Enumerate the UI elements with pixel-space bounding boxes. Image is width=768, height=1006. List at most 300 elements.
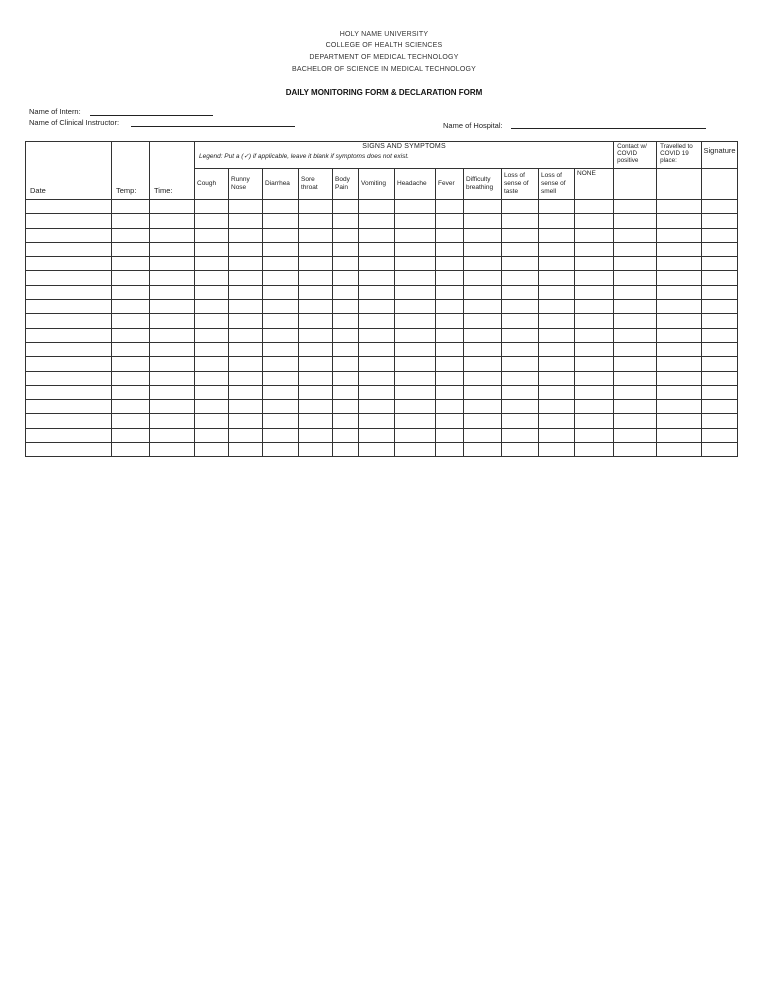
- entry-cell[interactable]: [263, 371, 299, 385]
- entry-cell[interactable]: [359, 200, 395, 214]
- entry-cell[interactable]: [614, 285, 657, 299]
- entry-cell[interactable]: [702, 228, 738, 242]
- entry-cell[interactable]: [575, 285, 614, 299]
- entry-cell[interactable]: [229, 328, 263, 342]
- entry-cell[interactable]: [702, 400, 738, 414]
- entry-cell[interactable]: [614, 342, 657, 356]
- entry-cell[interactable]: [614, 328, 657, 342]
- entry-cell[interactable]: [614, 257, 657, 271]
- entry-cell[interactable]: [657, 200, 702, 214]
- entry-cell[interactable]: [464, 357, 502, 371]
- entry-cell[interactable]: [436, 357, 464, 371]
- instructor-name-field[interactable]: [131, 126, 295, 127]
- entry-cell[interactable]: [395, 300, 436, 314]
- entry-cell[interactable]: [150, 371, 195, 385]
- entry-cell[interactable]: [395, 443, 436, 457]
- entry-cell[interactable]: [263, 271, 299, 285]
- entry-cell[interactable]: [502, 400, 539, 414]
- entry-cell[interactable]: [26, 300, 112, 314]
- entry-cell[interactable]: [464, 414, 502, 428]
- entry-cell[interactable]: [702, 342, 738, 356]
- entry-cell[interactable]: [436, 200, 464, 214]
- entry-cell[interactable]: [539, 285, 575, 299]
- entry-cell[interactable]: [702, 443, 738, 457]
- entry-cell[interactable]: [263, 228, 299, 242]
- entry-cell[interactable]: [333, 428, 359, 442]
- entry-cell[interactable]: [299, 371, 333, 385]
- entry-cell[interactable]: [702, 428, 738, 442]
- entry-cell[interactable]: [26, 214, 112, 228]
- entry-cell[interactable]: [150, 228, 195, 242]
- entry-cell[interactable]: [26, 428, 112, 442]
- entry-cell[interactable]: [395, 242, 436, 256]
- entry-cell[interactable]: [299, 342, 333, 356]
- entry-cell[interactable]: [436, 414, 464, 428]
- entry-cell[interactable]: [359, 257, 395, 271]
- entry-cell[interactable]: [333, 200, 359, 214]
- entry-cell[interactable]: [195, 285, 229, 299]
- entry-cell[interactable]: [464, 443, 502, 457]
- entry-cell[interactable]: [464, 428, 502, 442]
- entry-cell[interactable]: [26, 357, 112, 371]
- entry-cell[interactable]: [702, 242, 738, 256]
- entry-cell[interactable]: [539, 342, 575, 356]
- entry-cell[interactable]: [502, 242, 539, 256]
- entry-cell[interactable]: [112, 214, 150, 228]
- entry-cell[interactable]: [702, 414, 738, 428]
- entry-cell[interactable]: [395, 314, 436, 328]
- entry-cell[interactable]: [575, 271, 614, 285]
- entry-cell[interactable]: [395, 371, 436, 385]
- entry-cell[interactable]: [464, 328, 502, 342]
- entry-cell[interactable]: [195, 228, 229, 242]
- entry-cell[interactable]: [436, 342, 464, 356]
- entry-cell[interactable]: [359, 314, 395, 328]
- entry-cell[interactable]: [657, 342, 702, 356]
- entry-cell[interactable]: [299, 443, 333, 457]
- entry-cell[interactable]: [539, 271, 575, 285]
- entry-cell[interactable]: [333, 385, 359, 399]
- entry-cell[interactable]: [464, 314, 502, 328]
- entry-cell[interactable]: [263, 242, 299, 256]
- entry-cell[interactable]: [702, 385, 738, 399]
- entry-cell[interactable]: [229, 371, 263, 385]
- entry-cell[interactable]: [333, 357, 359, 371]
- entry-cell[interactable]: [539, 214, 575, 228]
- entry-cell[interactable]: [702, 328, 738, 342]
- entry-cell[interactable]: [333, 371, 359, 385]
- entry-cell[interactable]: [263, 300, 299, 314]
- entry-cell[interactable]: [702, 257, 738, 271]
- entry-cell[interactable]: [112, 342, 150, 356]
- entry-cell[interactable]: [436, 443, 464, 457]
- entry-cell[interactable]: [657, 300, 702, 314]
- entry-cell[interactable]: [195, 300, 229, 314]
- entry-cell[interactable]: [299, 214, 333, 228]
- entry-cell[interactable]: [395, 428, 436, 442]
- entry-cell[interactable]: [150, 257, 195, 271]
- entry-cell[interactable]: [395, 328, 436, 342]
- entry-cell[interactable]: [26, 400, 112, 414]
- entry-cell[interactable]: [575, 328, 614, 342]
- entry-cell[interactable]: [657, 371, 702, 385]
- entry-cell[interactable]: [333, 271, 359, 285]
- entry-cell[interactable]: [263, 214, 299, 228]
- entry-cell[interactable]: [539, 371, 575, 385]
- entry-cell[interactable]: [195, 443, 229, 457]
- entry-cell[interactable]: [150, 285, 195, 299]
- entry-cell[interactable]: [229, 300, 263, 314]
- entry-cell[interactable]: [26, 385, 112, 399]
- entry-cell[interactable]: [229, 342, 263, 356]
- entry-cell[interactable]: [150, 214, 195, 228]
- entry-cell[interactable]: [657, 228, 702, 242]
- entry-cell[interactable]: [229, 271, 263, 285]
- entry-cell[interactable]: [150, 400, 195, 414]
- entry-cell[interactable]: [614, 300, 657, 314]
- entry-cell[interactable]: [359, 228, 395, 242]
- entry-cell[interactable]: [657, 314, 702, 328]
- entry-cell[interactable]: [575, 214, 614, 228]
- entry-cell[interactable]: [263, 200, 299, 214]
- entry-cell[interactable]: [502, 314, 539, 328]
- entry-cell[interactable]: [395, 228, 436, 242]
- entry-cell[interactable]: [702, 271, 738, 285]
- entry-cell[interactable]: [150, 314, 195, 328]
- entry-cell[interactable]: [657, 428, 702, 442]
- entry-cell[interactable]: [464, 200, 502, 214]
- entry-cell[interactable]: [150, 428, 195, 442]
- entry-cell[interactable]: [299, 285, 333, 299]
- entry-cell[interactable]: [26, 414, 112, 428]
- entry-cell[interactable]: [333, 285, 359, 299]
- entry-cell[interactable]: [464, 214, 502, 228]
- entry-cell[interactable]: [702, 285, 738, 299]
- entry-cell[interactable]: [464, 371, 502, 385]
- entry-cell[interactable]: [26, 342, 112, 356]
- entry-cell[interactable]: [333, 342, 359, 356]
- entry-cell[interactable]: [436, 242, 464, 256]
- entry-cell[interactable]: [395, 257, 436, 271]
- entry-cell[interactable]: [229, 314, 263, 328]
- entry-cell[interactable]: [575, 357, 614, 371]
- entry-cell[interactable]: [195, 400, 229, 414]
- entry-cell[interactable]: [575, 385, 614, 399]
- entry-cell[interactable]: [614, 443, 657, 457]
- entry-cell[interactable]: [614, 314, 657, 328]
- entry-cell[interactable]: [539, 428, 575, 442]
- entry-cell[interactable]: [299, 314, 333, 328]
- entry-cell[interactable]: [657, 271, 702, 285]
- entry-cell[interactable]: [195, 214, 229, 228]
- entry-cell[interactable]: [436, 314, 464, 328]
- entry-cell[interactable]: [112, 371, 150, 385]
- entry-cell[interactable]: [502, 414, 539, 428]
- entry-cell[interactable]: [112, 400, 150, 414]
- entry-cell[interactable]: [26, 242, 112, 256]
- entry-cell[interactable]: [299, 357, 333, 371]
- entry-cell[interactable]: [539, 328, 575, 342]
- entry-cell[interactable]: [539, 228, 575, 242]
- entry-cell[interactable]: [614, 271, 657, 285]
- entry-cell[interactable]: [657, 214, 702, 228]
- entry-cell[interactable]: [263, 414, 299, 428]
- entry-cell[interactable]: [502, 200, 539, 214]
- entry-cell[interactable]: [229, 443, 263, 457]
- entry-cell[interactable]: [150, 342, 195, 356]
- entry-cell[interactable]: [575, 428, 614, 442]
- entry-cell[interactable]: [502, 328, 539, 342]
- entry-cell[interactable]: [112, 228, 150, 242]
- entry-cell[interactable]: [614, 228, 657, 242]
- entry-cell[interactable]: [702, 357, 738, 371]
- entry-cell[interactable]: [395, 200, 436, 214]
- entry-cell[interactable]: [359, 414, 395, 428]
- entry-cell[interactable]: [26, 328, 112, 342]
- entry-cell[interactable]: [26, 257, 112, 271]
- entry-cell[interactable]: [614, 242, 657, 256]
- entry-cell[interactable]: [464, 271, 502, 285]
- entry-cell[interactable]: [299, 242, 333, 256]
- entry-cell[interactable]: [502, 357, 539, 371]
- entry-cell[interactable]: [195, 428, 229, 442]
- entry-cell[interactable]: [436, 300, 464, 314]
- entry-cell[interactable]: [539, 400, 575, 414]
- entry-cell[interactable]: [539, 385, 575, 399]
- entry-cell[interactable]: [112, 328, 150, 342]
- entry-cell[interactable]: [112, 314, 150, 328]
- entry-cell[interactable]: [195, 242, 229, 256]
- entry-cell[interactable]: [539, 242, 575, 256]
- entry-cell[interactable]: [539, 314, 575, 328]
- entry-cell[interactable]: [359, 214, 395, 228]
- entry-cell[interactable]: [436, 400, 464, 414]
- entry-cell[interactable]: [614, 400, 657, 414]
- entry-cell[interactable]: [575, 400, 614, 414]
- entry-cell[interactable]: [614, 214, 657, 228]
- entry-cell[interactable]: [614, 371, 657, 385]
- entry-cell[interactable]: [395, 385, 436, 399]
- entry-cell[interactable]: [195, 314, 229, 328]
- entry-cell[interactable]: [299, 428, 333, 442]
- entry-cell[interactable]: [657, 385, 702, 399]
- entry-cell[interactable]: [502, 214, 539, 228]
- entry-cell[interactable]: [502, 428, 539, 442]
- entry-cell[interactable]: [26, 228, 112, 242]
- entry-cell[interactable]: [26, 271, 112, 285]
- entry-cell[interactable]: [112, 414, 150, 428]
- entry-cell[interactable]: [195, 200, 229, 214]
- entry-cell[interactable]: [657, 400, 702, 414]
- entry-cell[interactable]: [333, 257, 359, 271]
- entry-cell[interactable]: [299, 414, 333, 428]
- entry-cell[interactable]: [464, 300, 502, 314]
- entry-cell[interactable]: [502, 371, 539, 385]
- entry-cell[interactable]: [112, 428, 150, 442]
- entry-cell[interactable]: [539, 257, 575, 271]
- entry-cell[interactable]: [263, 385, 299, 399]
- entry-cell[interactable]: [395, 400, 436, 414]
- entry-cell[interactable]: [614, 357, 657, 371]
- entry-cell[interactable]: [263, 400, 299, 414]
- entry-cell[interactable]: [333, 314, 359, 328]
- entry-cell[interactable]: [229, 242, 263, 256]
- entry-cell[interactable]: [539, 443, 575, 457]
- entry-cell[interactable]: [299, 257, 333, 271]
- entry-cell[interactable]: [299, 385, 333, 399]
- entry-cell[interactable]: [150, 300, 195, 314]
- entry-cell[interactable]: [502, 385, 539, 399]
- entry-cell[interactable]: [502, 271, 539, 285]
- entry-cell[interactable]: [229, 385, 263, 399]
- entry-cell[interactable]: [436, 228, 464, 242]
- entry-cell[interactable]: [702, 214, 738, 228]
- entry-cell[interactable]: [112, 443, 150, 457]
- entry-cell[interactable]: [436, 214, 464, 228]
- entry-cell[interactable]: [539, 414, 575, 428]
- entry-cell[interactable]: [657, 443, 702, 457]
- entry-cell[interactable]: [436, 371, 464, 385]
- intern-name-field[interactable]: [90, 115, 213, 116]
- entry-cell[interactable]: [575, 228, 614, 242]
- entry-cell[interactable]: [150, 357, 195, 371]
- entry-cell[interactable]: [195, 414, 229, 428]
- entry-cell[interactable]: [263, 342, 299, 356]
- entry-cell[interactable]: [575, 443, 614, 457]
- entry-cell[interactable]: [657, 285, 702, 299]
- entry-cell[interactable]: [436, 328, 464, 342]
- entry-cell[interactable]: [112, 385, 150, 399]
- entry-cell[interactable]: [112, 357, 150, 371]
- entry-cell[interactable]: [150, 271, 195, 285]
- entry-cell[interactable]: [502, 300, 539, 314]
- entry-cell[interactable]: [26, 371, 112, 385]
- entry-cell[interactable]: [702, 314, 738, 328]
- entry-cell[interactable]: [229, 400, 263, 414]
- entry-cell[interactable]: [395, 285, 436, 299]
- entry-cell[interactable]: [575, 242, 614, 256]
- entry-cell[interactable]: [575, 200, 614, 214]
- entry-cell[interactable]: [436, 428, 464, 442]
- entry-cell[interactable]: [657, 328, 702, 342]
- entry-cell[interactable]: [657, 257, 702, 271]
- entry-cell[interactable]: [359, 443, 395, 457]
- entry-cell[interactable]: [229, 257, 263, 271]
- entry-cell[interactable]: [464, 242, 502, 256]
- entry-cell[interactable]: [436, 257, 464, 271]
- entry-cell[interactable]: [436, 271, 464, 285]
- entry-cell[interactable]: [229, 428, 263, 442]
- entry-cell[interactable]: [359, 428, 395, 442]
- entry-cell[interactable]: [229, 214, 263, 228]
- entry-cell[interactable]: [502, 228, 539, 242]
- entry-cell[interactable]: [112, 285, 150, 299]
- entry-cell[interactable]: [436, 285, 464, 299]
- hospital-name-field[interactable]: [511, 128, 706, 129]
- entry-cell[interactable]: [229, 414, 263, 428]
- entry-cell[interactable]: [112, 257, 150, 271]
- entry-cell[interactable]: [195, 371, 229, 385]
- entry-cell[interactable]: [195, 357, 229, 371]
- entry-cell[interactable]: [395, 357, 436, 371]
- entry-cell[interactable]: [333, 328, 359, 342]
- entry-cell[interactable]: [359, 385, 395, 399]
- entry-cell[interactable]: [333, 400, 359, 414]
- entry-cell[interactable]: [502, 257, 539, 271]
- entry-cell[interactable]: [112, 242, 150, 256]
- entry-cell[interactable]: [112, 271, 150, 285]
- entry-cell[interactable]: [333, 214, 359, 228]
- entry-cell[interactable]: [299, 328, 333, 342]
- entry-cell[interactable]: [299, 228, 333, 242]
- entry-cell[interactable]: [263, 314, 299, 328]
- entry-cell[interactable]: [195, 257, 229, 271]
- entry-cell[interactable]: [195, 385, 229, 399]
- entry-cell[interactable]: [263, 357, 299, 371]
- entry-cell[interactable]: [702, 300, 738, 314]
- entry-cell[interactable]: [229, 228, 263, 242]
- entry-cell[interactable]: [112, 200, 150, 214]
- entry-cell[interactable]: [657, 242, 702, 256]
- entry-cell[interactable]: [112, 300, 150, 314]
- entry-cell[interactable]: [150, 328, 195, 342]
- entry-cell[interactable]: [333, 228, 359, 242]
- entry-cell[interactable]: [299, 300, 333, 314]
- entry-cell[interactable]: [359, 242, 395, 256]
- entry-cell[interactable]: [263, 257, 299, 271]
- entry-cell[interactable]: [229, 285, 263, 299]
- entry-cell[interactable]: [195, 328, 229, 342]
- entry-cell[interactable]: [26, 443, 112, 457]
- entry-cell[interactable]: [657, 357, 702, 371]
- entry-cell[interactable]: [359, 328, 395, 342]
- entry-cell[interactable]: [702, 371, 738, 385]
- entry-cell[interactable]: [299, 200, 333, 214]
- entry-cell[interactable]: [150, 385, 195, 399]
- entry-cell[interactable]: [702, 200, 738, 214]
- entry-cell[interactable]: [195, 342, 229, 356]
- entry-cell[interactable]: [333, 242, 359, 256]
- entry-cell[interactable]: [502, 285, 539, 299]
- entry-cell[interactable]: [464, 285, 502, 299]
- entry-cell[interactable]: [657, 414, 702, 428]
- entry-cell[interactable]: [150, 414, 195, 428]
- entry-cell[interactable]: [464, 257, 502, 271]
- entry-cell[interactable]: [395, 214, 436, 228]
- entry-cell[interactable]: [333, 300, 359, 314]
- entry-cell[interactable]: [436, 385, 464, 399]
- entry-cell[interactable]: [263, 428, 299, 442]
- entry-cell[interactable]: [359, 400, 395, 414]
- entry-cell[interactable]: [359, 271, 395, 285]
- entry-cell[interactable]: [502, 443, 539, 457]
- entry-cell[interactable]: [359, 300, 395, 314]
- entry-cell[interactable]: [150, 443, 195, 457]
- entry-cell[interactable]: [539, 357, 575, 371]
- entry-cell[interactable]: [359, 371, 395, 385]
- entry-cell[interactable]: [299, 400, 333, 414]
- entry-cell[interactable]: [502, 342, 539, 356]
- entry-cell[interactable]: [299, 271, 333, 285]
- entry-cell[interactable]: [229, 200, 263, 214]
- entry-cell[interactable]: [150, 242, 195, 256]
- entry-cell[interactable]: [575, 300, 614, 314]
- entry-cell[interactable]: [575, 342, 614, 356]
- entry-cell[interactable]: [26, 285, 112, 299]
- entry-cell[interactable]: [575, 371, 614, 385]
- entry-cell[interactable]: [614, 200, 657, 214]
- entry-cell[interactable]: [614, 385, 657, 399]
